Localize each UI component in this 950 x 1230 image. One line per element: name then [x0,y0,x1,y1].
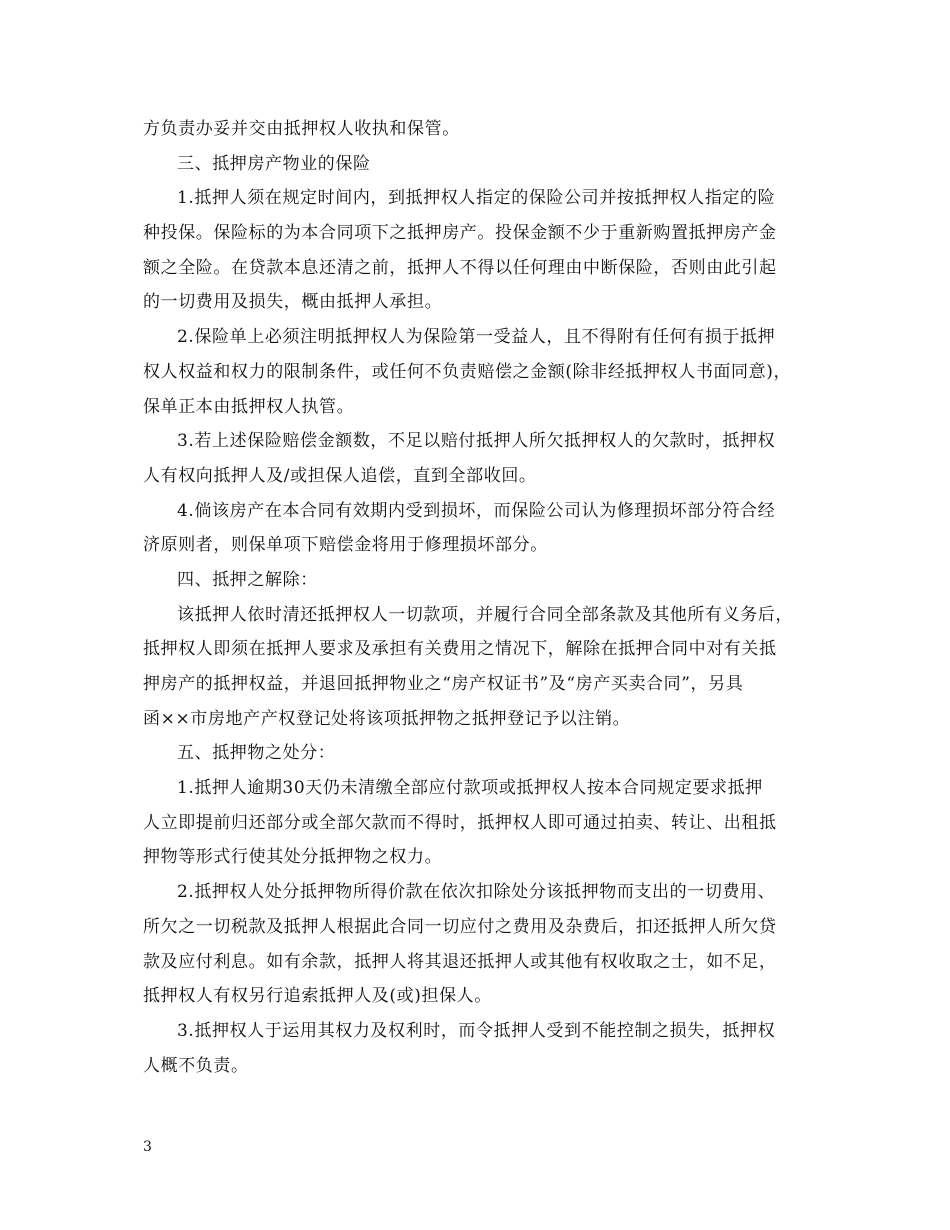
text-line: 人立即提前归还部分或全部欠款而不得时，抵押权人即可通过拍卖、转让、出租抵 [143,812,777,833]
text-line: 保单正本由抵押权人执管。 [143,396,355,417]
text-line: 额之全险。在贷款本息还清之前，抵押人不得以任何理由中断保险，否则由此引起 [143,257,777,278]
text-line: 3.若上述保险赔偿金额数，不足以赔付抵押人所欠抵押权人的欠款时，抵押权 [177,431,776,452]
text-line: 2.抵押权人处分抵押物所得价款在依次扣除处分该抵押物而支出的一切费用、 [177,882,776,903]
text-line: 抵押权人有权另行追索抵押人及(或)担保人。 [143,986,492,1007]
text-line: 的一切费用及损失，概由抵押人承担。 [143,292,443,313]
text-line: 2.保险单上必须注明抵押权人为保险第一受益人，且不得附有任何有损于抵押 [177,327,776,348]
text-line: 抵押权人即须在抵押人要求及承担有关费用之情况下，解除在抵押合同中对有关抵 [143,639,777,660]
text-line: 权人权益和权力的限制条件，或任何不负责赔偿之金额(除非经抵押权人书面同意)， [143,361,792,382]
text-line: 4.倘该房产在本合同有效期内受到损坏，而保险公司认为修理损坏部分符合经 [177,500,776,521]
text-line: 3.抵押权人于运用其权力及权利时，而令抵押人受到不能控制之损失，抵押权 [177,1020,776,1041]
text-line: 五、抵押物之处分： [177,743,336,764]
text-line: 款及应付利息。如有余款，抵押人将其退还抵押人或其他有权收取之士，如不足， [143,951,777,972]
text-line: 1.抵押人须在规定时间内，到抵押权人指定的保险公司并按抵押权人指定的险 [177,188,776,209]
text-line: 四、抵押之解除： [177,569,318,590]
text-line: 三、抵押房产物业的保险 [177,153,371,174]
document-body [143,112,821,1083]
text-line: 方负责办妥并交由抵押权人收执和保管。 [143,119,460,139]
text-line: 人概不负责。 [143,1055,249,1076]
text-line: 济原则者，则保单项下赔偿金将用于修理损坏部分。 [143,535,548,556]
page-number: 3 [143,1139,152,1155]
text-line: 押房产的抵押权益，并退回抵押物业之“房产权证书”及“房产买卖合同”，另具 [143,674,744,694]
text-line: 种投保。保险标的为本合同项下之抵押房产。投保金额不少于重新购置抵押房产金 [143,223,777,244]
text-line: 所欠之一切税款及抵押人根据此合同一切应付之费用及杂费后，扣还抵押人所欠贷 [143,916,777,937]
text-line: 1.抵押人逾期30天仍未清缴全部应付款项或抵押权人按本合同规定要求抵押 [177,778,763,799]
text-line: 人有权向抵押人及/或担保人追偿，直到全部收回。 [143,465,537,486]
text-line: 该抵押人依时清还抵押权人一切款项，并履行合同全部条款及其他所有义务后， [177,604,793,625]
text-line: 押物等形式行使其处分抵押物之权力。 [143,847,443,868]
text-line: 函××市房地产产权登记处将该项抵押物之抵押登记予以注销。 [143,708,631,729]
